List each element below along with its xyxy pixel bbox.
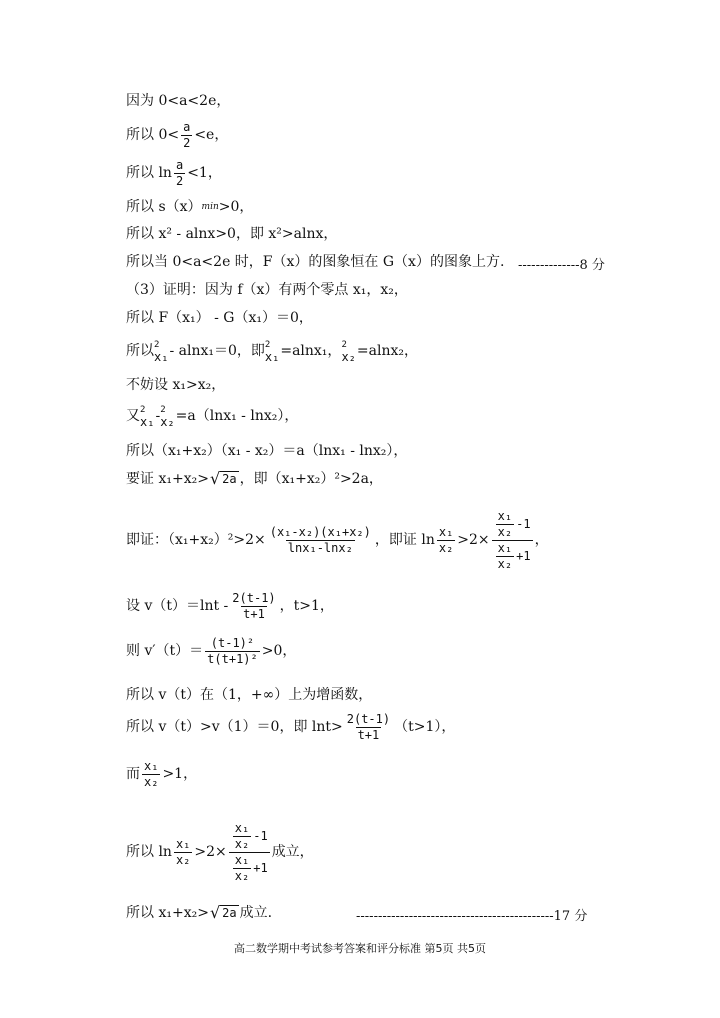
text: =a（lnx₁ - lnx₂）， <box>175 408 299 424</box>
line-4 <box>126 197 253 217</box>
text: （3）证明：因为 f（x）有两个零点 x₁，x₂， <box>126 282 408 298</box>
exponent: 2 <box>341 340 347 350</box>
numerator: (x₁-x₂)(x₁+x₂) <box>269 524 371 539</box>
text: 所以 x² - alnx>0，即 x²>alnx， <box>126 226 338 242</box>
numerator: x₁ <box>234 852 250 867</box>
x1-squared <box>140 404 154 428</box>
line-1 <box>126 91 230 111</box>
exponent: 2 <box>160 405 166 415</box>
numerator: (t-1)² <box>210 635 255 650</box>
denominator: x₂ <box>497 556 513 571</box>
fraction-x1-over-x2 <box>496 541 514 572</box>
fraction-product-over-log-diff <box>268 525 373 556</box>
text: 成立. <box>239 905 273 921</box>
text: >2× <box>457 532 490 548</box>
text: <1， <box>187 165 222 181</box>
text: =alnx₂， <box>356 343 418 359</box>
text: 所以（x₁+x₂）（x₁ - x₂）＝a（lnx₁ - lnx₂）， <box>126 443 408 459</box>
compound-fraction <box>492 509 533 572</box>
numerator: a <box>175 157 184 172</box>
text: 所以 ln <box>126 844 172 860</box>
compound-denominator <box>229 852 270 884</box>
text: 所以 v（t）在（1，+∞）上为增函数， <box>126 687 373 703</box>
text: 所以 <box>126 343 154 359</box>
x2-squared <box>160 404 174 428</box>
text: 所以 F（x₁） - G（x₁）＝0， <box>126 310 313 326</box>
sqrt-2a: √ 2a <box>209 469 237 488</box>
text: 所以 ln <box>126 165 172 181</box>
text: >2× <box>194 844 227 860</box>
denominator: lnx₁-lnx₂ <box>287 540 353 555</box>
text: 所以 v（t）>v（1）＝0，即 lnt> <box>126 719 343 735</box>
text: 即证：（x₁+x₂）²>2× <box>126 532 266 548</box>
base: x₂ <box>160 415 175 429</box>
compound-numerator <box>492 509 533 540</box>
text: - <box>155 408 161 424</box>
text: 成立， <box>271 844 314 860</box>
line-20 <box>126 808 314 896</box>
numerator: x₁ <box>144 758 159 773</box>
fraction-v <box>345 712 392 743</box>
exponent: 2 <box>140 405 146 415</box>
x1-squared <box>265 339 279 363</box>
denominator: x₂ <box>175 852 191 867</box>
line-15 <box>126 588 334 624</box>
denominator: x₂ <box>438 540 454 555</box>
fraction-x1-over-x2 <box>233 853 251 884</box>
text: =alnx₁， <box>280 343 342 359</box>
score-8: --------------8 分 <box>518 258 605 273</box>
line-9 <box>126 337 418 365</box>
text: >0， <box>261 643 297 659</box>
text: 所以 s（x） <box>126 199 202 215</box>
minus-one: -1 <box>516 516 531 531</box>
line-13 <box>126 469 383 489</box>
denominator: x₂ <box>144 774 159 789</box>
numerator: x₁ <box>234 820 250 835</box>
text: 又 <box>126 408 140 424</box>
text: 设 v（t）＝lnt - <box>126 598 229 614</box>
line-11 <box>126 402 298 430</box>
text: 不妨设 x₁>x₂， <box>126 377 226 393</box>
numerator: a <box>183 119 191 134</box>
denominator: 2 <box>175 173 184 188</box>
line-12 <box>126 441 407 461</box>
text: <e， <box>194 127 229 143</box>
line-21 <box>126 903 272 923</box>
base: x₁ <box>154 350 169 364</box>
line-7 <box>126 280 408 300</box>
fraction-v <box>230 591 277 622</box>
plus-one: +1 <box>516 548 531 563</box>
text: （t>1）， <box>394 719 456 735</box>
line-16 <box>126 631 296 671</box>
text: 所以 x₁+x₂> <box>126 905 209 921</box>
sqrt-2a: √ 2a <box>209 903 237 922</box>
numerator: x₁ <box>497 540 513 555</box>
text: 则 v′（t）＝ <box>126 643 204 659</box>
text: 因为 0<a<2e， <box>126 93 231 109</box>
text: - alnx₁＝0，即 <box>169 343 265 359</box>
radicand: 2a <box>222 472 237 486</box>
line-17 <box>126 685 372 705</box>
fraction-x1-over-x2 <box>496 509 514 540</box>
text: 而 <box>126 766 140 782</box>
text: >1， <box>162 766 198 782</box>
minus-one: -1 <box>253 828 268 843</box>
denominator: t+1 <box>243 606 265 621</box>
base: x₁ <box>140 415 155 429</box>
base: x₁ <box>264 350 280 364</box>
text: >0， <box>218 199 254 215</box>
compound-numerator <box>229 821 270 852</box>
fraction-v-prime <box>205 636 260 667</box>
text: 要证 x₁+x₂> <box>126 471 209 487</box>
radicand: 2a <box>222 906 237 920</box>
fraction-x1-over-x2 <box>142 759 160 790</box>
fraction-x1-over-x2 <box>437 525 455 556</box>
exponent: 2 <box>154 340 160 350</box>
line-18 <box>126 710 455 744</box>
compound-fraction <box>229 821 270 884</box>
line-19 <box>126 756 197 792</box>
fraction-x1-over-x2 <box>233 821 251 852</box>
base: x₂ <box>341 350 356 364</box>
line-2 <box>126 118 228 152</box>
score-17: ---------------------------------------------17 分 <box>356 909 588 924</box>
plus-one: +1 <box>253 860 268 875</box>
fraction-x1-over-x2 <box>174 837 192 868</box>
fraction-a-over-2 <box>181 120 192 151</box>
line-6 <box>126 252 504 272</box>
text: ，即证 ln <box>374 532 435 548</box>
compound-denominator <box>492 540 533 572</box>
text: 所以 0< <box>126 127 180 143</box>
line-8 <box>126 308 313 328</box>
denominator: x₂ <box>234 868 250 883</box>
numerator: 2(t-1) <box>346 711 391 726</box>
line-14 <box>126 498 549 582</box>
exponent: 2 <box>264 340 271 350</box>
numerator: 2(t-1) <box>232 590 276 605</box>
subscript: min <box>201 202 219 212</box>
text: ， <box>534 532 549 548</box>
line-5 <box>126 224 337 244</box>
page-footer: 高二数学期中考试参考答案和评分标准 第5页 共5页 <box>234 942 486 955</box>
x2-squared <box>341 339 355 363</box>
denominator: t(t+1)² <box>207 651 258 666</box>
fraction-a-over-2 <box>174 158 185 189</box>
numerator: x₁ <box>175 836 191 851</box>
line-10 <box>126 375 225 395</box>
denominator: t+1 <box>357 727 380 742</box>
numerator: x₁ <box>438 524 454 539</box>
line-3 <box>126 156 222 190</box>
text: 所以当 0<a<2e 时，F（x）的图象恒在 G（x）的图象上方. <box>126 254 505 270</box>
text: ，即（x₁+x₂）²>2a， <box>239 471 383 487</box>
denominator: x₂ <box>234 836 250 851</box>
numerator: x₁ <box>497 508 513 523</box>
denominator: 2 <box>183 135 191 150</box>
denominator: x₂ <box>497 524 513 539</box>
x1-squared <box>154 339 168 363</box>
text: ，t>1， <box>279 598 334 614</box>
